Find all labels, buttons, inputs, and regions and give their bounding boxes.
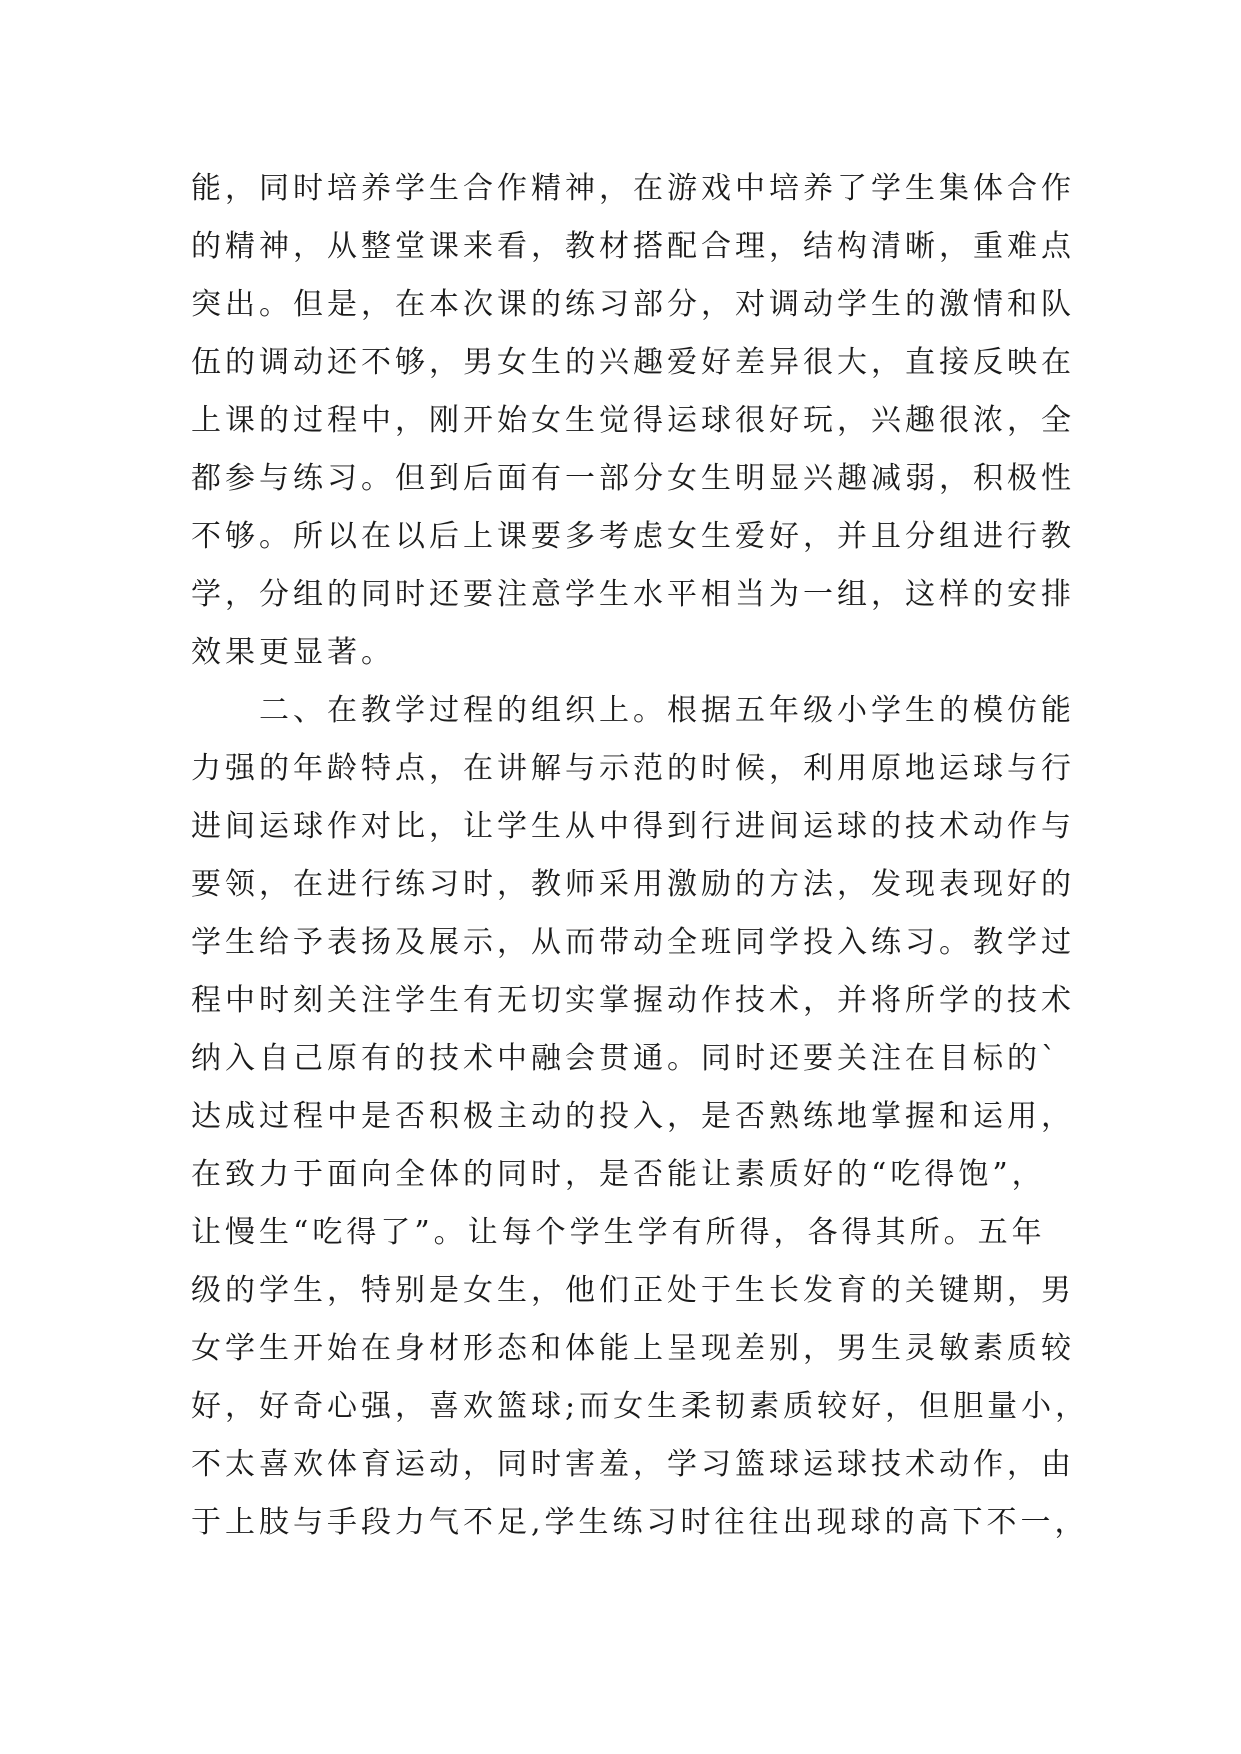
text-line: 突出。但是，在本次课的练习部分，对调动学生的激情和队: [191, 287, 1075, 322]
text-line: 于上肢与手段力气不足,学生练习时往往出现球的高下不一，: [191, 1505, 1089, 1540]
text-line: 力强的年龄特点，在讲解与示范的时候，利用原地运球与行: [191, 751, 1075, 786]
text-line: 程中时刻关注学生有无切实掌握动作技术，并将所学的技术: [191, 983, 1075, 1018]
body-text: [191, 160, 1090, 1552]
text-line: 都参与练习。但到后面有一部分女生明显兴趣减弱，积极性: [191, 461, 1075, 496]
text-line: 在致力于面向全体的同时，是否能让素质好的“吃得饱”，: [191, 1157, 1046, 1192]
text-line: 效果更显著。: [191, 635, 395, 670]
text-line: 不够。所以在以后上课要多考虑女生爱好，并且分组进行教: [191, 519, 1075, 554]
text-line: 让慢生“吃得了”。让每个学生学有所得，各得其所。五年: [191, 1215, 1046, 1250]
text-line: 女学生开始在身材形态和体能上呈现差别，男生灵敏素质较: [191, 1331, 1075, 1366]
text-line: 上课的过程中，刚开始女生觉得运球很好玩，兴趣很浓，全: [191, 403, 1075, 438]
text-line: 达成过程中是否积极主动的投入，是否熟练地掌握和运用，: [191, 1099, 1075, 1134]
text-line: 伍的调动还不够，男女生的兴趣爱好差异很大，直接反映在: [191, 345, 1075, 380]
text-line: 的精神，从整堂课来看，教材搭配合理，结构清晰，重难点: [191, 229, 1075, 264]
text-line: 能，同时培养学生合作精神，在游戏中培养了学生集体合作: [191, 171, 1075, 206]
text-line: 级的学生，特别是女生，他们正处于生长发育的关键期，男: [191, 1273, 1075, 1308]
text-line: 好，好奇心强，喜欢篮球;而女生柔韧素质较好，但胆量小，: [191, 1389, 1090, 1424]
text-line: 学生给予表扬及展示，从而带动全班同学投入练习。教学过: [191, 925, 1075, 960]
text-line: 二、在教学过程的组织上。根据五年级小学生的模仿能: [191, 693, 1075, 728]
text-line: 进间运球作对比，让学生从中得到行进间运球的技术动作与: [191, 809, 1075, 844]
text-line: 纳入自己原有的技术中融会贯通。同时还要关注在目标的`: [191, 1041, 1060, 1076]
text-line: 学，分组的同时还要注意学生水平相当为一组，这样的安排: [191, 577, 1075, 612]
text-line: 不太喜欢体育运动，同时害羞，学习篮球运球技术动作，由: [191, 1447, 1075, 1482]
text-line: 要领，在进行练习时，教师采用激励的方法，发现表现好的: [191, 867, 1075, 902]
